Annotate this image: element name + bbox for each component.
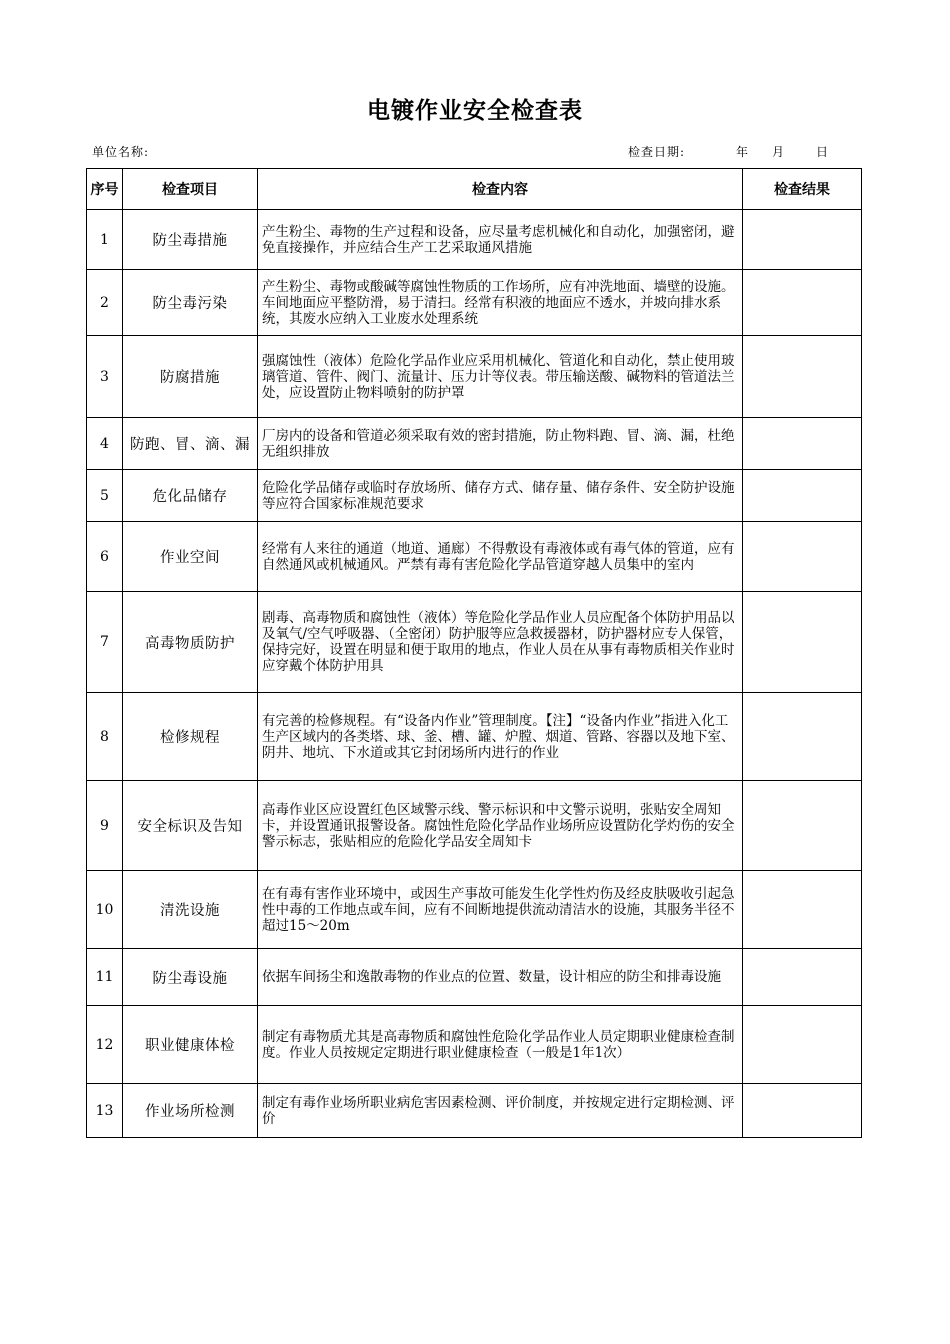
table-row (87, 210, 862, 270)
row-result[interactable] (743, 693, 862, 781)
row-item: 作业空间 (123, 522, 258, 592)
row-result[interactable] (743, 781, 862, 871)
inspection-table (86, 168, 862, 1138)
row-num: 4 (87, 418, 123, 470)
row-result[interactable] (743, 270, 862, 336)
row-num: 11 (87, 949, 123, 1006)
row-num: 2 (87, 270, 123, 336)
row-result[interactable] (743, 949, 862, 1006)
date-label: 检查日期: (628, 145, 686, 159)
row-result[interactable] (743, 210, 862, 270)
row-result[interactable] (743, 592, 862, 693)
table-row (87, 781, 862, 871)
table-row (87, 592, 862, 693)
table-row (87, 1006, 862, 1084)
row-num: 6 (87, 522, 123, 592)
row-content: 剧毒、高毒物质和腐蚀性（液体）等危险化学品作业人员应配备个体防护用品以及氧气/空气呼吸器、（全密闭）防护服等应急救援器材，防护器材应专人保管，保持完好，设置在明显和便于取用的地点，作业人员在从事有毒物质相关作业时应穿戴个体防护用具 (258, 592, 743, 693)
row-result[interactable] (743, 871, 862, 949)
row-num: 3 (87, 336, 123, 418)
inspection-date (628, 143, 829, 160)
row-content: 制定有毒作业场所职业病危害因素检测、评价制度，并按规定进行定期检测、评价 (258, 1084, 743, 1138)
row-result[interactable] (743, 470, 862, 522)
row-item: 危化品储存 (123, 470, 258, 522)
row-result[interactable] (743, 336, 862, 418)
table-row (87, 949, 862, 1006)
row-num: 7 (87, 592, 123, 693)
table-row (87, 871, 862, 949)
row-item: 检修规程 (123, 693, 258, 781)
row-item: 清洗设施 (123, 871, 258, 949)
table-row (87, 270, 862, 336)
row-content: 产生粉尘、毒物或酸碱等腐蚀性物质的工作场所，应有冲洗地面、墙壁的设施。车间地面应平整防滑，易于清扫。经常有积液的地面应不透水，并坡向排水系统，其废水应纳入工业废水处理系统 (258, 270, 743, 336)
date-year: 年 (736, 145, 750, 159)
table-row (87, 693, 862, 781)
row-item: 防尘毒污染 (123, 270, 258, 336)
row-item: 高毒物质防护 (123, 592, 258, 693)
table-header-row (87, 169, 862, 210)
row-item: 防跑、冒、滴、漏 (123, 418, 258, 470)
date-day: 日 (816, 145, 830, 159)
row-num: 9 (87, 781, 123, 871)
row-item: 安全标识及告知 (123, 781, 258, 871)
date-month: 月 (772, 145, 786, 159)
row-item: 防尘毒设施 (123, 949, 258, 1006)
table-row (87, 418, 862, 470)
row-content: 强腐蚀性（液体）危险化学品作业应采用机械化、管道化和自动化，禁止使用玻璃管道、管件、阀门、流量计、压力计等仪表。带压输送酸、碱物料的管道法兰处，应设置防止物料喷射的防护罩 (258, 336, 743, 418)
row-num: 8 (87, 693, 123, 781)
row-content: 经常有人来往的通道（地道、通廊）不得敷设有毒液体或有毒气体的管道，应有自然通风或机械通风。严禁有毒有害危险化学品管道穿越人员集中的室内 (258, 522, 743, 592)
page-title: 电镀作业安全检查表 (367, 98, 583, 124)
header-result: 检查结果 (743, 169, 862, 210)
row-content: 在有毒有害作业环境中，或因生产事故可能发生化学性灼伤及经皮肤吸收引起急性中毒的工作地点或车间，应有不间断地提供流动清洁水的设施，其服务半径不超过15～20m (258, 871, 743, 949)
row-result[interactable] (743, 418, 862, 470)
row-content: 制定有毒物质尤其是高毒物质和腐蚀性危险化学品作业人员定期职业健康检查制度。作业人员按规定定期进行职业健康检查（一般是1年1次） (258, 1006, 743, 1084)
header-item: 检查项目 (123, 169, 258, 210)
row-content: 产生粉尘、毒物的生产过程和设备，应尽量考虑机械化和自动化，加强密闭，避免直接操作，并应结合生产工艺采取通风措施 (258, 210, 743, 270)
row-item: 防腐措施 (123, 336, 258, 418)
row-result[interactable] (743, 1006, 862, 1084)
table-row (87, 522, 862, 592)
row-content: 危险化学品储存或临时存放场所、储存方式、储存量、储存条件、安全防护设施等应符合国家标准规范要求 (258, 470, 743, 522)
row-item: 职业健康体检 (123, 1006, 258, 1084)
row-item: 防尘毒措施 (123, 210, 258, 270)
row-num: 13 (87, 1084, 123, 1138)
row-num: 12 (87, 1006, 123, 1084)
row-content: 高毒作业区应设置红色区域警示线、警示标识和中文警示说明，张贴安全周知卡，并设置通讯报警设备。腐蚀性危险化学品作业场所应设置防化学灼伤的安全警示标志，张贴相应的危险化学品安全周知卡 (258, 781, 743, 871)
row-num: 1 (87, 210, 123, 270)
row-content: 依据车间扬尘和逸散毒物的作业点的位置、数量，设计相应的防尘和排毒设施 (258, 949, 743, 1006)
row-result[interactable] (743, 1084, 862, 1138)
row-content: 有完善的检修规程。有“设备内作业”管理制度。【注】“设备内作业”指进入化工生产区域内的各类塔、球、釜、槽、罐、炉膛、烟道、管路、容器以及地下室、阴井、地坑、下水道或其它封闭场所内进行的作业 (258, 693, 743, 781)
row-num: 10 (87, 871, 123, 949)
row-content: 厂房内的设备和管道必须采取有效的密封措施，防止物料跑、冒、滴、漏，杜绝无组织排放 (258, 418, 743, 470)
table-row (87, 470, 862, 522)
unit-name-label: 单位名称: (92, 145, 150, 159)
row-item: 作业场所检测 (123, 1084, 258, 1138)
table-row (87, 1084, 862, 1138)
row-num: 5 (87, 470, 123, 522)
header-num: 序号 (87, 169, 123, 210)
table-row (87, 336, 862, 418)
row-result[interactable] (743, 522, 862, 592)
header-content: 检查内容 (258, 169, 743, 210)
